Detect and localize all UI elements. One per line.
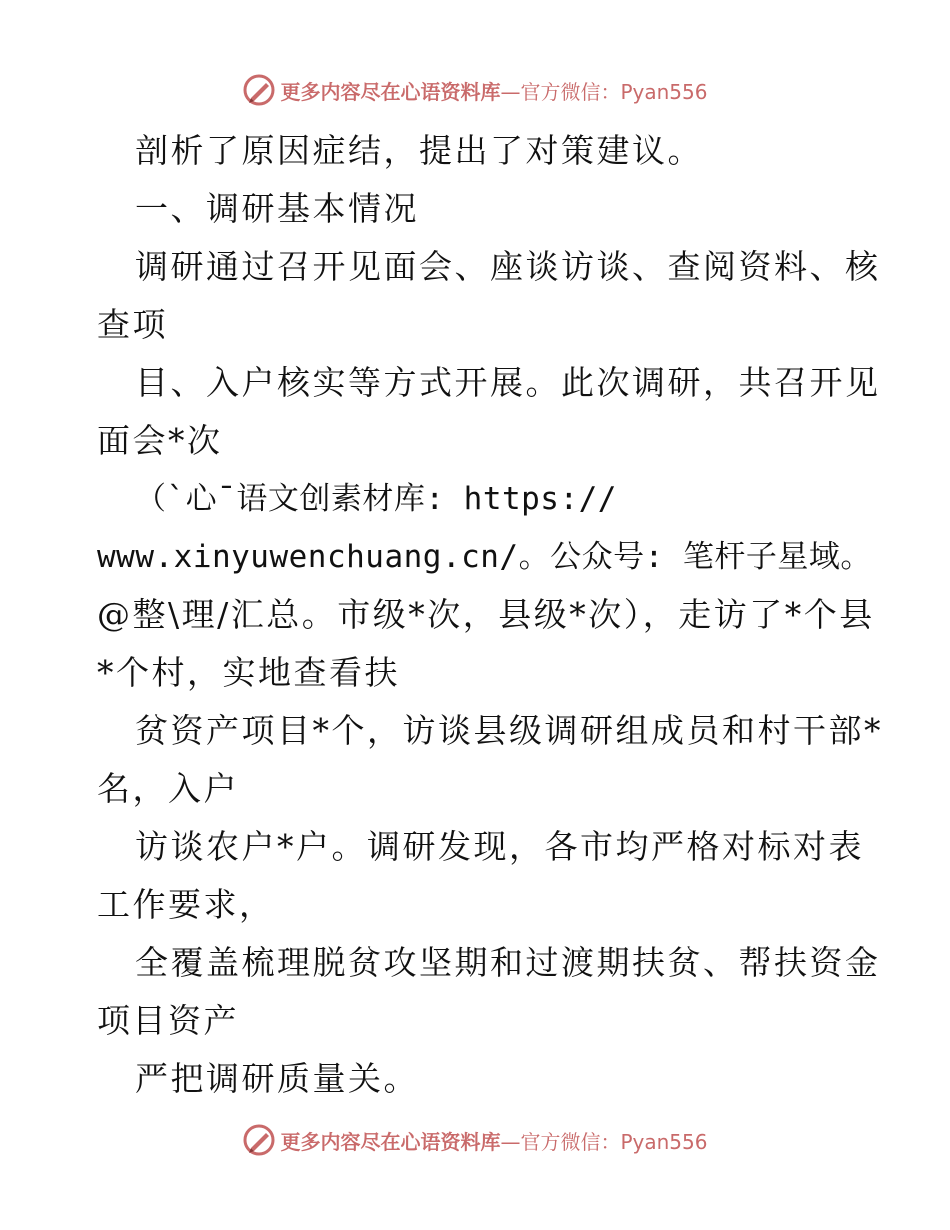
footer-banner [0,1120,950,1160]
paragraph-line: *个村，实地查看扶 [97,653,400,692]
header-banner-sub: —官方微信：Pyan556 [500,79,708,104]
pen-logo-icon [242,1123,276,1157]
paragraph-line: 贫资产项目*个，访谈县级调研组成员和村干部* [135,711,883,750]
pen-logo-icon [242,73,276,107]
footer-banner-main: 更多内容尽在心语资料库 [280,1129,501,1154]
paragraph-line: 工作要求， [97,885,275,924]
paragraph-line: @整\理/汇总。市级*次，县级*次），走访了*个县 [97,595,875,634]
paragraph-line: 目、入户核实等方式开展。此次调研，共召开见 [135,363,881,402]
paragraph-line: 名，入户 [97,769,239,808]
paragraph-line: www.xinyuwenchuang.cn/。公众号: 笔杆子星域。 [97,539,872,575]
paragraph-line: 剖析了原因症结，提出了对策建议。 [135,131,703,170]
footer-banner-text [280,1126,707,1155]
header-banner-text [280,76,707,105]
paragraph-line: 项目资产 [97,1001,239,1040]
paragraph-line: 查项 [97,305,168,344]
header-banner [0,70,950,110]
document-body [97,122,883,1108]
paragraph-line: 严把调研质量关。 [135,1059,419,1098]
paragraph-line: （`心¯语文创素材库: https:// [135,481,617,517]
paragraph-line: 调研通过召开见面会、座谈访谈、查阅资料、核 [135,247,881,286]
paragraph-line: 全覆盖梳理脱贫攻坚期和过渡期扶贫、帮扶资金 [135,943,881,982]
section-heading: 一、调研基本情况 [135,189,419,228]
footer-banner-sub: —官方微信：Pyan556 [500,1129,708,1154]
header-banner-main: 更多内容尽在心语资料库 [280,79,501,104]
paragraph-line: 面会*次 [97,421,223,460]
paragraph-line: 访谈农户*户。调研发现，各市均严格对标对表 [135,827,864,866]
